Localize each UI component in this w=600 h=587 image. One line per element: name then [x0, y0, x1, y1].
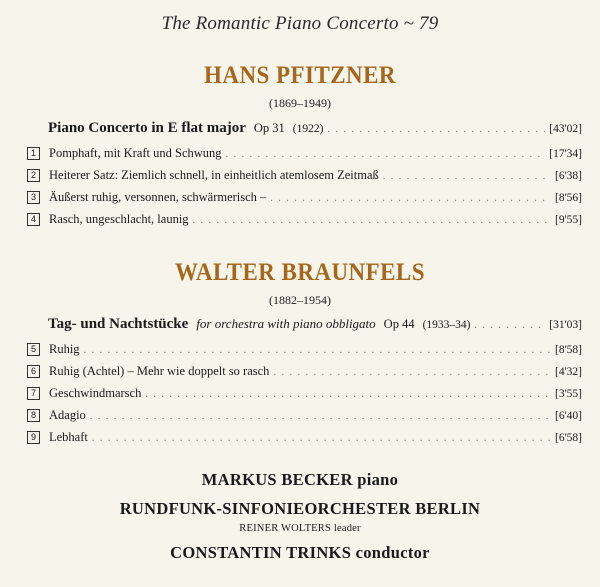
work-opus: Op 44: [383, 317, 415, 331]
track-duration: [4'32]: [555, 366, 582, 378]
track-number: 2: [27, 169, 40, 182]
work-opus: Op 31: [253, 121, 285, 135]
track-number: 6: [27, 365, 40, 378]
track-title: Lebhaft: [49, 430, 88, 444]
composer-dates-pfitzner: (1869–1949): [269, 96, 331, 110]
conductor-role: conductor: [355, 543, 430, 562]
track-title: Äußerst ruhig, versonnen, schwärmerisch –: [49, 190, 267, 204]
work-heading-braunfels: [48, 316, 582, 333]
track-row[interactable]: [27, 386, 582, 401]
track-title: Adagio: [49, 408, 86, 422]
work-duration: [43'02]: [549, 123, 582, 135]
track-duration: [6'40]: [555, 410, 582, 422]
track-row[interactable]: [27, 430, 582, 445]
dot-leader: [193, 215, 551, 226]
track-number: 4: [27, 213, 40, 226]
dot-leader: [90, 411, 551, 422]
soloist-credit: [0, 470, 600, 490]
composer-name-braunfels: WALTER BRAUNFELS: [174, 259, 425, 286]
track-title: Geschwindmarsch: [49, 386, 142, 400]
work-title: Piano Concerto in E flat major: [48, 120, 246, 136]
dot-leader: [84, 345, 551, 356]
track-row[interactable]: [27, 408, 582, 423]
dot-leader: [273, 367, 551, 378]
track-duration: [3'55]: [555, 388, 582, 400]
conductor-credit: [0, 543, 600, 563]
dot-leader: [145, 389, 551, 400]
track-number: 3: [27, 191, 40, 204]
soloist-role: piano: [357, 470, 399, 489]
dot-leader: [475, 320, 546, 331]
track-row[interactable]: [27, 364, 582, 379]
orchestra-credit: RUNDFUNK-SINFONIEORCHESTER BERLIN: [119, 499, 481, 518]
dot-leader: [383, 171, 551, 182]
work-year: (1922): [292, 123, 324, 135]
work-forces: for orchestra with piano obbligato: [196, 316, 376, 331]
track-duration: [9'55]: [555, 214, 582, 226]
track-row[interactable]: [27, 168, 582, 183]
track-number: 5: [27, 343, 40, 356]
track-row[interactable]: [27, 190, 582, 205]
track-number: 9: [27, 431, 40, 444]
dot-leader: [226, 149, 546, 160]
track-duration: [6'58]: [555, 432, 582, 444]
track-number: 7: [27, 387, 40, 400]
track-number: 8: [27, 409, 40, 422]
composer-dates-braunfels: (1882–1954): [269, 293, 331, 307]
dot-leader: [327, 124, 545, 135]
work-duration: [31'03]: [549, 319, 582, 331]
leader-credit: REINER WOLTERS leader: [239, 523, 361, 534]
track-title: Ruhig (Achtel) – Mehr wie doppelt so rasch: [49, 364, 270, 378]
dot-leader: [270, 193, 551, 204]
soloist-name: MARKUS BECKER: [201, 470, 353, 489]
composer-name-pfitzner: HANS PFITZNER: [204, 62, 396, 89]
track-title: Pomphaft, mit Kraft und Schwung: [49, 146, 222, 160]
dot-leader: [92, 433, 551, 444]
work-heading-pfitzner: [48, 120, 582, 137]
track-row[interactable]: [27, 146, 582, 161]
track-duration: [6'38]: [555, 170, 582, 182]
conductor-name: CONSTANTIN TRINKS: [170, 543, 352, 562]
track-duration: [8'56]: [555, 192, 582, 204]
track-title: Rasch, ungeschlacht, launig: [49, 212, 189, 226]
track-duration: [17'34]: [549, 148, 582, 160]
track-title: Heiterer Satz: Ziemlich schnell, in einheitlich atemlosem Zeitmaß: [49, 168, 379, 182]
track-duration: [8'58]: [555, 344, 582, 356]
work-title: Tag- und Nachtstücke: [48, 316, 189, 332]
work-year: (1933–34): [422, 319, 471, 331]
track-title: Ruhig: [49, 342, 80, 356]
track-number: 1: [27, 147, 40, 160]
track-row[interactable]: [27, 342, 582, 357]
track-row[interactable]: [27, 212, 582, 227]
series-title: The Romantic Piano Concerto ~ 79: [161, 13, 439, 34]
